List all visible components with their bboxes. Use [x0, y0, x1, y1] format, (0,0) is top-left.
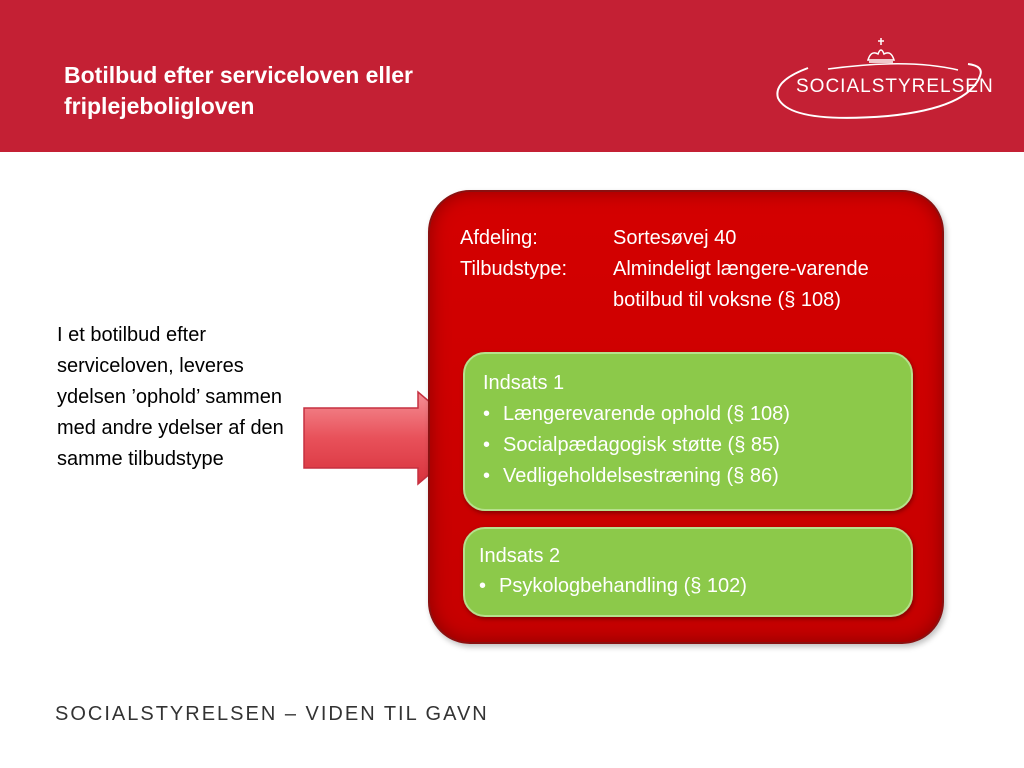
list-item: • Psykologbehandling (§ 102) [479, 571, 747, 602]
list-item: • Socialpædagogisk støtte (§ 85) [483, 430, 790, 461]
afdeling-label: Afdeling: [460, 227, 538, 249]
list-item: • Vedligeholdelsestræning (§ 86) [483, 461, 790, 492]
indsats-2-list [479, 571, 747, 602]
tilbudstype-label: Tilbudstype: [460, 258, 568, 280]
header-bar [0, 0, 1024, 152]
description-text: I et botilbud efter serviceloven, leveres ydelsen ’ophold’ sammen med andre ydelser af den samme tilbudstype [57, 324, 284, 470]
socialstyrelsen-logo [768, 36, 994, 126]
logo-text: SOCIALSTYRELSEN [796, 76, 994, 97]
indsats-1-list [483, 399, 790, 492]
slide-title: Botilbud efter serviceloven eller friplejeboligloven [64, 62, 413, 119]
footer-tagline: SOCIALSTYRELSEN – VIDEN TIL GAVN [55, 703, 489, 725]
indsats-1-box [463, 352, 913, 511]
indsats-1-title: Indsats 1 [483, 372, 565, 394]
indsats-2-box [463, 527, 913, 617]
indsats-2-title: Indsats 2 [479, 545, 561, 567]
list-item: • Længerevarende ophold (§ 108) [483, 399, 790, 430]
afdeling-value: Sortesøvej 40 [613, 227, 737, 249]
tilbudstype-value: Almindeligt længere-varende botilbud til voksne (§ 108) [613, 258, 869, 311]
